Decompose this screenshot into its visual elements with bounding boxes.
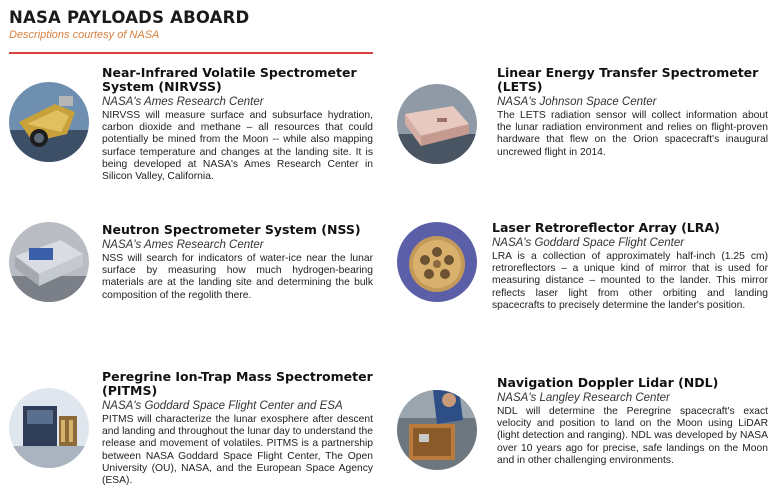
payload-center: NASA's Goddard Space Flight Center [492, 237, 685, 249]
page-subtitle: Descriptions courtesy of NASA [9, 29, 160, 41]
payload-description: NDL will determine the Peregrine spacecraft's exact velocity and position to land on the Moon using LiDAR (light detection and ranging). NDL was developed by NASA over 10 years ago for precise, safe landings on the Moon and in other challenging environments. [497, 406, 768, 466]
neutron-spectrometer-photo [9, 222, 89, 302]
payload-center: NASA's Langley Research Center [497, 392, 670, 404]
payload-description: LRA is a collection of approximately half-inch (1.25 cm) retroreflectors – a unique kind of mirror that is used for measuring distance – mounted to the lander. This mirror reflects laser light from other orbiting and landing spacecrafts to precisely determine the lander's position. [492, 251, 768, 311]
retroreflector-photo [397, 222, 477, 302]
payload-title: Linear Energy Transfer Spectrometer (LETS) [497, 65, 759, 94]
mass-spectrometer-photo [9, 388, 89, 468]
payload-title: Peregrine Ion-Trap Mass Spectrometer (PITMS) [102, 369, 373, 398]
payload-center: NASA's Goddard Space Flight Center and ESA [102, 400, 343, 412]
payload-description: PITMS will characterize the lunar exosphere after descent and landing and throughout the lunar day to understand the release and movement of volatiles. PITMS is a partnership between NASA Goddard Space Flight Center, The Open University (OU), NASA, and the European Space Agency (ESA). [102, 414, 373, 487]
payload-description: NSS will search for indicators of water-ice near the lunar surface by measuring how much hydrogen-bearing materials are at the landing site and determining the bulk composition of the regolith there. [102, 253, 373, 301]
header-divider [9, 52, 373, 54]
payload-title: Navigation Doppler Lidar (NDL) [497, 375, 719, 390]
page-title: NASA PAYLOADS ABOARD [9, 8, 250, 27]
payload-title: Near-Infrared Volatile Spectrometer System (NIRVSS) [102, 65, 357, 94]
page-header [9, 8, 373, 41]
payload-description: NIRVSS will measure surface and subsurface hydration, carbon dioxide and methane – all resources that could potentially be mined from the Moon -- while also mapping surface temperature and changes at the landing site. It is being developed at NASA's Ames Research Center in Silicon Valley, California. [102, 110, 373, 183]
payload-center: NASA's Ames Research Center [102, 96, 264, 108]
payload-center: NASA's Ames Research Center [102, 239, 264, 251]
payload-title: Laser Retroreflector Array (LRA) [492, 220, 720, 235]
radiation-sensor-photo [397, 84, 477, 164]
payload-description: The LETS radiation sensor will collect information about the lunar radiation environment and relies on flight-proven hardware that flew on the Orion spacecraft's inaugural uncrewed flight in 2014. [497, 110, 768, 158]
payload-center: NASA's Johnson Space Center [497, 96, 657, 108]
payload-title: Neutron Spectrometer System (NSS) [102, 222, 361, 237]
doppler-lidar-photo [397, 390, 477, 470]
spectrometer-instrument-photo [9, 82, 89, 162]
